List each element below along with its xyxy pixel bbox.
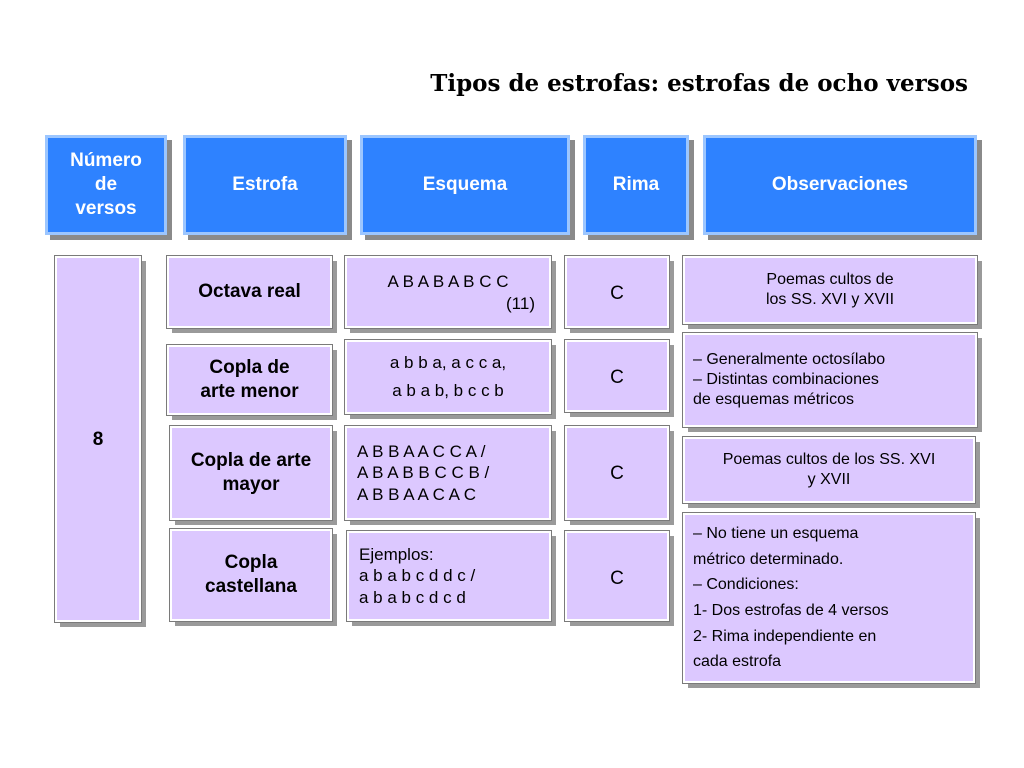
esquema-line: a b a b c d d c / (359, 566, 476, 586)
rima-cell: C (565, 340, 669, 412)
page-title: Tipos de estrofas: estrofas de ocho versos (430, 70, 968, 97)
esquema-line: (11) (506, 294, 535, 313)
esquema-cell (345, 256, 551, 328)
header-rima: Rima (583, 135, 689, 235)
esquema-line: Ejemplos: (359, 544, 434, 564)
header-numero-versos (45, 135, 167, 235)
esquema-line: A B B A A C C A / (357, 441, 486, 461)
numero-versos-cell: 8 (55, 256, 141, 622)
esquema-cell (345, 426, 551, 520)
estrofa-line: Copla (224, 551, 278, 573)
estrofa-cell (167, 345, 332, 415)
header-esquema: Esquema (360, 135, 570, 235)
observaciones-cell (683, 513, 975, 683)
esquema-cell (345, 340, 551, 414)
observaciones-line: – No tiene un esquema (693, 525, 859, 543)
esquema-line: A B A B A B C C (387, 272, 509, 292)
rima-cell: C (565, 531, 669, 621)
estrofa-line: Octava real (198, 280, 301, 302)
observaciones-line: métrico determinado. (693, 550, 844, 568)
rima-cell: C (565, 256, 669, 328)
estrofa-cell (167, 256, 332, 328)
observaciones-line: Poemas cultos de los SS. XVI (722, 450, 936, 468)
observaciones-line: 2- Rima independiente en (693, 627, 877, 645)
esquema-line: a b a b c d c d (359, 587, 466, 607)
observaciones-line: 1- Dos estrofas de 4 versos (693, 602, 889, 619)
header-numero-line: Número (70, 149, 142, 171)
observaciones-cell (683, 437, 975, 503)
observaciones-line: Poemas cultos de (766, 270, 894, 288)
estrofa-line: arte menor (200, 381, 299, 402)
observaciones-line: los SS. XVI y XVII (765, 291, 895, 308)
estrofa-cell (170, 529, 332, 621)
esquema-line: A B B A A C A C (357, 484, 477, 504)
estrofa-cell (170, 426, 332, 520)
estrofa-line: castellana (205, 576, 297, 597)
observaciones-line: y XVII (807, 471, 851, 488)
esquema-line: A B A B B C C B / (357, 463, 490, 483)
header-observaciones: Observaciones (703, 135, 977, 235)
esquema-line: a b a b, b c c b (392, 381, 504, 400)
header-estrofa: Estrofa (183, 135, 347, 235)
estrofa-line: mayor (222, 474, 280, 495)
observaciones-line: cada estrofa (693, 653, 782, 671)
header-numero-line: versos (75, 198, 137, 220)
estrofa-line: Copla de arte (190, 449, 312, 471)
observaciones-cell (683, 333, 977, 427)
observaciones-line: – Condiciones: (693, 576, 799, 594)
esquema-cell (347, 531, 551, 621)
header-numero-line: de (94, 173, 118, 195)
rima-cell: C (565, 426, 669, 520)
estrofa-line: Copla de (209, 356, 290, 378)
observaciones-line: de esquemas métricos (693, 391, 854, 409)
observaciones-line: – Distintas combinaciones (693, 370, 879, 388)
observaciones-line: – Generalmente octosílabo (693, 350, 886, 368)
observaciones-cell (683, 256, 977, 324)
esquema-line: a b b a, a c c a, (389, 352, 507, 372)
